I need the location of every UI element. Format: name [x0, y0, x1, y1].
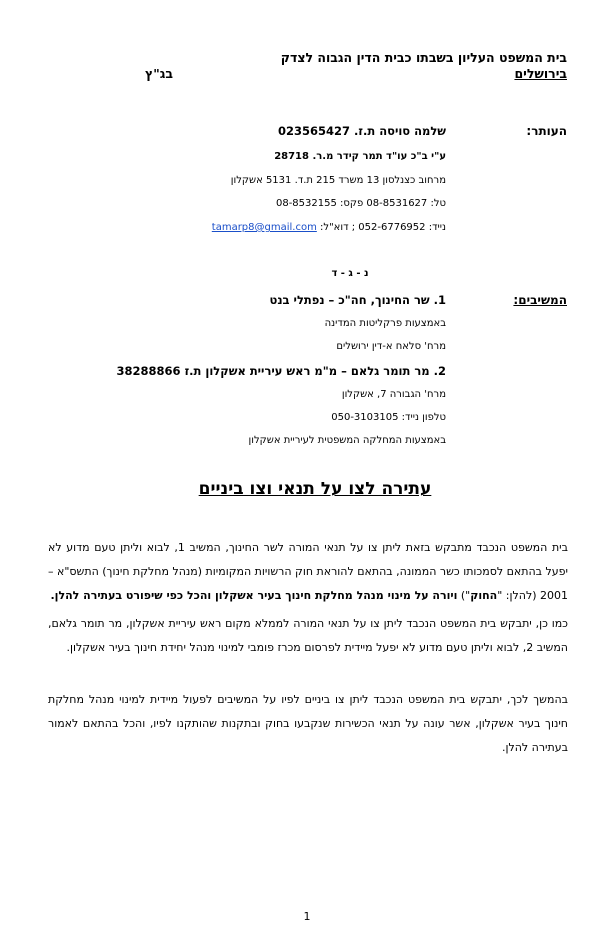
petitioner-phone-fax: טל: 08-8531627 פקס: 08-8532155	[275, 198, 446, 209]
paragraph-2: כמו כן, יתבקש בית המשפט הנכבד ליתן צו על תנאי המורה לממלא מקום ראש עיריית אשקלון, מר תומר גלאם, המשיב 2, לבוא וליתן טעם מדוע לא יפעל מיידית לפרסום מכרז פומבי למינוי מנהל יחידת חינוך בעיר אשקלון.	[48, 617, 568, 654]
court-name: בית המשפט העליון בשבתו כבית הדין הגבוה לצדק	[280, 50, 567, 65]
paragraph-1	[48, 536, 568, 608]
petitioner-label: העותר:	[526, 124, 567, 138]
case-type: בג"ץ	[145, 66, 173, 81]
paragraph-1-bold-text: ויורה על מינוי מנהל מחלקת חינוך בעיר אשקלון והכל כפי שיפורט בעתירה להלן.	[50, 589, 458, 602]
paragraph-1-text: בית המשפט הנכבד מתבקש בזאת ליתן צו על תנאי המורה לשר החינוך, המשיב 1, לבוא וליתן טעם מדוע לא יפעל בהתאם לסמכותו כשר הממונה, בהתאם להוראת חוק הרשויות המקומיות (מנהל מחלקת חינוך) התשס"א – 2001 (להלן: "	[48, 541, 568, 602]
respondent-2-title: 2. מר תומר גלאם – מ"מ ראש עיריית אשקלון ת.ז 38288866	[116, 364, 446, 378]
petitioner-address: מרחוב כצנלסון 13 משרד 215 ת.ד. 5131 אשקלון	[230, 175, 446, 186]
respondent-2-line: מרח' הגבורה 7, אשקלון	[341, 389, 446, 400]
respondent-2-line: טלפון נייד: 050-3103105	[331, 412, 446, 423]
respondent-1-title: 1. שר החינוך, חה"כ – נפתלי בנט	[269, 293, 446, 307]
paragraph-1-defined-term: החוק	[470, 589, 498, 602]
respondents-label: המשיבים:	[513, 293, 567, 307]
paragraph-3: בהמשך לכך, יתבקש בית המשפט הנכבד ליתן צו ביניים לפיו על המשיבים לפעול מיידית למינוי מנהל מחלקת חינוך בעיר אשקלון, אשר עונה על תנאי הכשירות שנקבעו בחוק ובתקנות שהותקנו לפיו, והכל בהתאם לאמור בעתירה להלן.	[48, 693, 568, 754]
court-location: בירושלים	[514, 66, 567, 81]
petitioner-name: שלמה סויסה ת.ז. 023565427	[278, 124, 446, 138]
respondent-1-line: מרח' סלאח א-דין ירושלים	[336, 341, 446, 352]
respondent-1-line: באמצעות פרקליטות המדינה	[324, 318, 446, 329]
email-link[interactable]: tamarp8@gmail.com	[211, 222, 317, 233]
paragraph-1-text: ")	[457, 589, 471, 602]
petitioner-counsel: ע"י ב"כ עו"ד תמר קידר מ.ר. 28718	[274, 151, 446, 162]
page-number: 1	[303, 910, 311, 923]
petitioner-mobile-email	[212, 222, 446, 233]
respondent-2-line: באמצעות המחלקה המשפטית לעיריית אשקלון	[248, 435, 446, 446]
petition-title: עתירה לצו על תנאי וצו ביניים	[198, 479, 432, 499]
versus-separator: נ - ג - ד	[331, 268, 369, 279]
petitioner-mobile: נייד: 052-6776952 ; דוא"ל:	[320, 222, 446, 233]
